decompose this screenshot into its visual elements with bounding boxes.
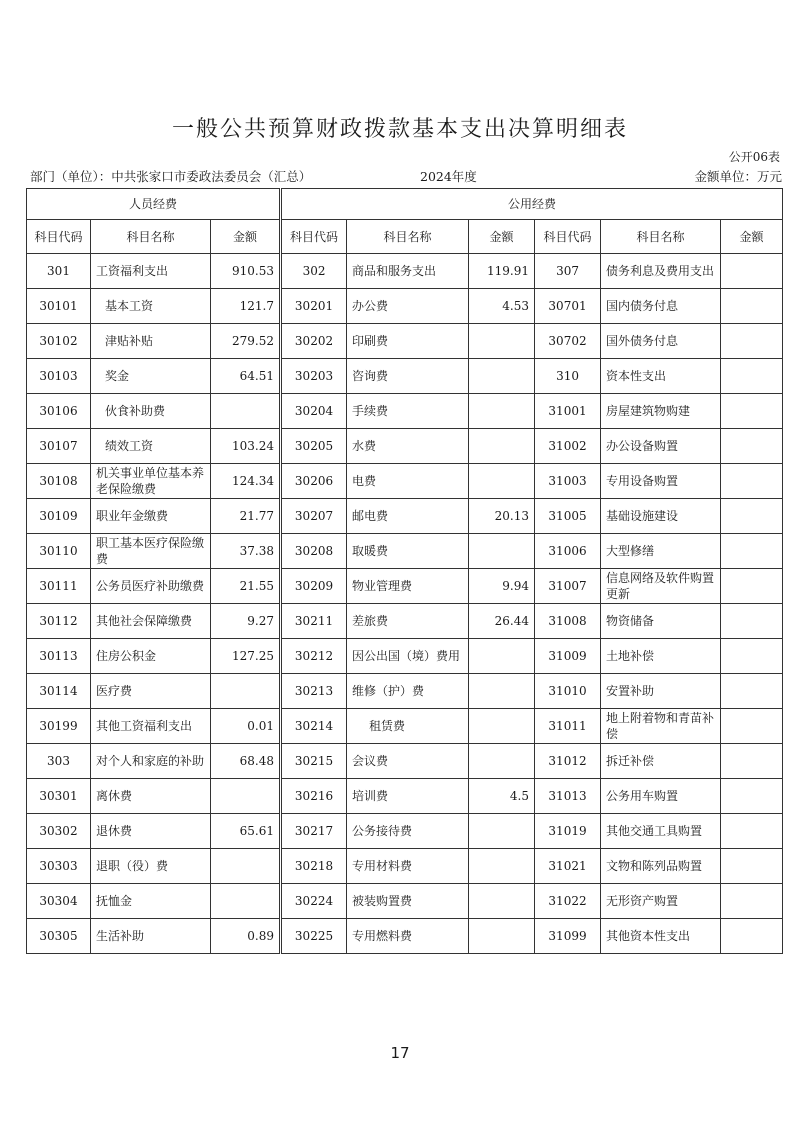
public-code: 30204 [281, 394, 347, 429]
personnel-code: 30304 [27, 884, 91, 919]
table-row [27, 464, 783, 499]
public-amount [469, 674, 535, 709]
public-code: 30225 [281, 919, 347, 954]
capital-name: 土地补偿 [601, 639, 721, 674]
public-amount: 26.44 [469, 604, 535, 639]
capital-code: 31009 [535, 639, 601, 674]
capital-name: 公务用车购置 [601, 779, 721, 814]
capital-name: 国外债务付息 [601, 324, 721, 359]
capital-amount [721, 674, 783, 709]
personnel-amount: 124.34 [211, 464, 281, 499]
personnel-amount [211, 849, 281, 884]
personnel-code: 30114 [27, 674, 91, 709]
public-code: 30214 [281, 709, 347, 744]
capital-name: 国内债务付息 [601, 289, 721, 324]
capital-name: 拆迁补偿 [601, 744, 721, 779]
capital-name: 其他交通工具购置 [601, 814, 721, 849]
table-row [27, 849, 783, 884]
public-code: 30216 [281, 779, 347, 814]
table-row [27, 324, 783, 359]
personnel-name: 其他社会保障缴费 [91, 604, 211, 639]
table-row [27, 604, 783, 639]
group-header-row [27, 189, 783, 220]
column-header: 金额 [469, 220, 535, 254]
public-amount [469, 919, 535, 954]
personnel-code: 30106 [27, 394, 91, 429]
capital-code: 31008 [535, 604, 601, 639]
capital-code: 31022 [535, 884, 601, 919]
capital-amount [721, 534, 783, 569]
capital-name: 专用设备购置 [601, 464, 721, 499]
capital-amount [721, 499, 783, 534]
column-header: 科目代码 [535, 220, 601, 254]
capital-name: 其他资本性支出 [601, 919, 721, 954]
public-code: 30205 [281, 429, 347, 464]
public-amount: 4.5 [469, 779, 535, 814]
personnel-amount: 37.38 [211, 534, 281, 569]
public-name: 会议费 [347, 744, 469, 779]
personnel-name: 生活补助 [91, 919, 211, 954]
personnel-name: 公务员医疗补助缴费 [91, 569, 211, 604]
personnel-code: 30102 [27, 324, 91, 359]
capital-code: 31005 [535, 499, 601, 534]
table-row [27, 289, 783, 324]
public-name: 公务接待费 [347, 814, 469, 849]
personnel-amount: 0.89 [211, 919, 281, 954]
public-code: 30217 [281, 814, 347, 849]
personnel-name: 津贴补贴 [91, 324, 211, 359]
personnel-name: 离休费 [91, 779, 211, 814]
personnel-amount: 65.61 [211, 814, 281, 849]
public-code: 30224 [281, 884, 347, 919]
capital-amount [721, 744, 783, 779]
capital-amount [721, 324, 783, 359]
personnel-code: 301 [27, 254, 91, 289]
capital-code: 31001 [535, 394, 601, 429]
table-row [27, 534, 783, 569]
public-name: 邮电费 [347, 499, 469, 534]
table-row [27, 569, 783, 604]
public-code: 30206 [281, 464, 347, 499]
public-amount [469, 709, 535, 744]
public-name: 专用材料费 [347, 849, 469, 884]
capital-amount [721, 429, 783, 464]
public-amount [469, 324, 535, 359]
public-name: 商品和服务支出 [347, 254, 469, 289]
table-row [27, 744, 783, 779]
personnel-code: 30101 [27, 289, 91, 324]
public-name: 手续费 [347, 394, 469, 429]
capital-name: 基础设施建设 [601, 499, 721, 534]
personnel-code: 30112 [27, 604, 91, 639]
capital-code: 31012 [535, 744, 601, 779]
capital-code: 31011 [535, 709, 601, 744]
personnel-amount: 9.27 [211, 604, 281, 639]
public-name: 咨询费 [347, 359, 469, 394]
capital-name: 安置补助 [601, 674, 721, 709]
capital-code: 310 [535, 359, 601, 394]
capital-code: 31002 [535, 429, 601, 464]
personnel-amount [211, 779, 281, 814]
personnel-name: 工资福利支出 [91, 254, 211, 289]
table-row [27, 884, 783, 919]
public-name: 物业管理费 [347, 569, 469, 604]
table-row [27, 674, 783, 709]
capital-amount [721, 779, 783, 814]
table-row [27, 499, 783, 534]
personnel-amount: 127.25 [211, 639, 281, 674]
public-code: 30213 [281, 674, 347, 709]
capital-name: 办公设备购置 [601, 429, 721, 464]
expenditure-table [26, 188, 783, 954]
personnel-code: 303 [27, 744, 91, 779]
public-amount [469, 814, 535, 849]
public-code: 30209 [281, 569, 347, 604]
capital-name: 地上附着物和青苗补偿 [601, 709, 721, 744]
personnel-code: 30103 [27, 359, 91, 394]
personnel-amount [211, 674, 281, 709]
capital-name: 房屋建筑物购建 [601, 394, 721, 429]
capital-name: 资本性支出 [601, 359, 721, 394]
capital-code: 31013 [535, 779, 601, 814]
capital-code: 31006 [535, 534, 601, 569]
personnel-name: 绩效工资 [91, 429, 211, 464]
public-amount: 4.53 [469, 289, 535, 324]
column-header-row [27, 220, 783, 254]
public-amount: 20.13 [469, 499, 535, 534]
public-name: 水费 [347, 429, 469, 464]
report-meta [30, 167, 782, 185]
public-amount [469, 359, 535, 394]
public-amount [469, 464, 535, 499]
table-row [27, 429, 783, 464]
column-header: 科目代码 [281, 220, 347, 254]
personnel-code: 30109 [27, 499, 91, 534]
public-code: 30207 [281, 499, 347, 534]
capital-code: 31010 [535, 674, 601, 709]
personnel-name: 基本工资 [91, 289, 211, 324]
capital-code: 307 [535, 254, 601, 289]
capital-name: 文物和陈列品购置 [601, 849, 721, 884]
public-code: 30201 [281, 289, 347, 324]
personnel-code: 30107 [27, 429, 91, 464]
capital-amount [721, 709, 783, 744]
page-number: 17 [390, 1044, 410, 1062]
column-header: 科目名称 [601, 220, 721, 254]
personnel-code: 30199 [27, 709, 91, 744]
public-code: 30211 [281, 604, 347, 639]
table-row [27, 779, 783, 814]
personnel-amount: 121.7 [211, 289, 281, 324]
capital-code: 30702 [535, 324, 601, 359]
capital-amount [721, 639, 783, 674]
capital-amount [721, 919, 783, 954]
personnel-name: 退职（役）费 [91, 849, 211, 884]
public-amount [469, 394, 535, 429]
public-name: 租赁费 [347, 709, 469, 744]
page-title: 一般公共预算财政拨款基本支出决算明细表 [171, 117, 628, 142]
public-name: 培训费 [347, 779, 469, 814]
personnel-name: 退休费 [91, 814, 211, 849]
public-name: 印刷费 [347, 324, 469, 359]
capital-amount [721, 604, 783, 639]
capital-amount [721, 464, 783, 499]
capital-name: 信息网络及软件购置更新 [601, 569, 721, 604]
column-header: 金额 [721, 220, 783, 254]
capital-amount [721, 254, 783, 289]
personnel-name: 抚恤金 [91, 884, 211, 919]
group-header-public: 公用经费 [281, 189, 783, 220]
group-header-personnel: 人员经费 [27, 189, 281, 220]
capital-code: 31099 [535, 919, 601, 954]
public-code: 30203 [281, 359, 347, 394]
personnel-amount: 68.48 [211, 744, 281, 779]
personnel-code: 30301 [27, 779, 91, 814]
public-code: 302 [281, 254, 347, 289]
personnel-amount: 64.51 [211, 359, 281, 394]
table-row [27, 359, 783, 394]
personnel-code: 30110 [27, 534, 91, 569]
table-row [27, 639, 783, 674]
capital-amount [721, 359, 783, 394]
capital-code: 31003 [535, 464, 601, 499]
public-name: 差旅费 [347, 604, 469, 639]
personnel-name: 奖金 [91, 359, 211, 394]
personnel-code: 30108 [27, 464, 91, 499]
public-code: 30215 [281, 744, 347, 779]
personnel-amount: 103.24 [211, 429, 281, 464]
column-header: 科目名称 [347, 220, 469, 254]
capital-amount [721, 814, 783, 849]
public-amount [469, 849, 535, 884]
public-name: 电费 [347, 464, 469, 499]
capital-code: 30701 [535, 289, 601, 324]
table-row [27, 394, 783, 429]
capital-name: 物资储备 [601, 604, 721, 639]
personnel-amount: 0.01 [211, 709, 281, 744]
personnel-amount: 279.52 [211, 324, 281, 359]
table-row [27, 254, 783, 289]
personnel-code: 30302 [27, 814, 91, 849]
personnel-name: 职工基本医疗保险缴费 [91, 534, 211, 569]
capital-amount [721, 884, 783, 919]
personnel-code: 30305 [27, 919, 91, 954]
personnel-name: 机关事业单位基本养老保险缴费 [91, 464, 211, 499]
capital-amount [721, 569, 783, 604]
public-amount [469, 534, 535, 569]
personnel-code: 30113 [27, 639, 91, 674]
table-row [27, 919, 783, 954]
capital-amount [721, 394, 783, 429]
public-amount [469, 744, 535, 779]
personnel-code: 30303 [27, 849, 91, 884]
public-amount [469, 639, 535, 674]
public-code: 30208 [281, 534, 347, 569]
capital-code: 31021 [535, 849, 601, 884]
amount-unit: 金额单位：万元 [694, 169, 782, 184]
public-code: 30212 [281, 639, 347, 674]
personnel-name: 住房公积金 [91, 639, 211, 674]
public-amount [469, 884, 535, 919]
capital-name: 债务利息及费用支出 [601, 254, 721, 289]
public-name: 维修（护）费 [347, 674, 469, 709]
personnel-name: 伙食补助费 [91, 394, 211, 429]
public-amount [469, 429, 535, 464]
public-code: 30202 [281, 324, 347, 359]
column-header: 科目代码 [27, 220, 91, 254]
public-name: 取暖费 [347, 534, 469, 569]
personnel-name: 其他工资福利支出 [91, 709, 211, 744]
table-row [27, 709, 783, 744]
personnel-name: 职业年金缴费 [91, 499, 211, 534]
personnel-name: 对个人和家庭的补助 [91, 744, 211, 779]
capital-code: 31007 [535, 569, 601, 604]
public-name: 因公出国（境）费用 [347, 639, 469, 674]
public-name: 办公费 [347, 289, 469, 324]
capital-amount [721, 849, 783, 884]
personnel-amount [211, 394, 281, 429]
public-code: 30218 [281, 849, 347, 884]
public-amount: 119.91 [469, 254, 535, 289]
form-code: 公开06表 [728, 150, 780, 164]
personnel-name: 医疗费 [91, 674, 211, 709]
public-name: 专用燃料费 [347, 919, 469, 954]
capital-code: 31019 [535, 814, 601, 849]
public-name: 被装购置费 [347, 884, 469, 919]
personnel-amount: 910.53 [211, 254, 281, 289]
personnel-code: 30111 [27, 569, 91, 604]
capital-name: 大型修缮 [601, 534, 721, 569]
personnel-amount: 21.77 [211, 499, 281, 534]
capital-name: 无形资产购置 [601, 884, 721, 919]
column-header: 科目名称 [91, 220, 211, 254]
personnel-amount [211, 884, 281, 919]
capital-amount [721, 289, 783, 324]
table-row [27, 814, 783, 849]
department-label: 部门（单位）：中共张家口市委政法委员会（汇总） [30, 169, 312, 184]
personnel-amount: 21.55 [211, 569, 281, 604]
fiscal-year: 2024年度 [420, 169, 477, 184]
public-amount: 9.94 [469, 569, 535, 604]
column-header: 金额 [211, 220, 281, 254]
